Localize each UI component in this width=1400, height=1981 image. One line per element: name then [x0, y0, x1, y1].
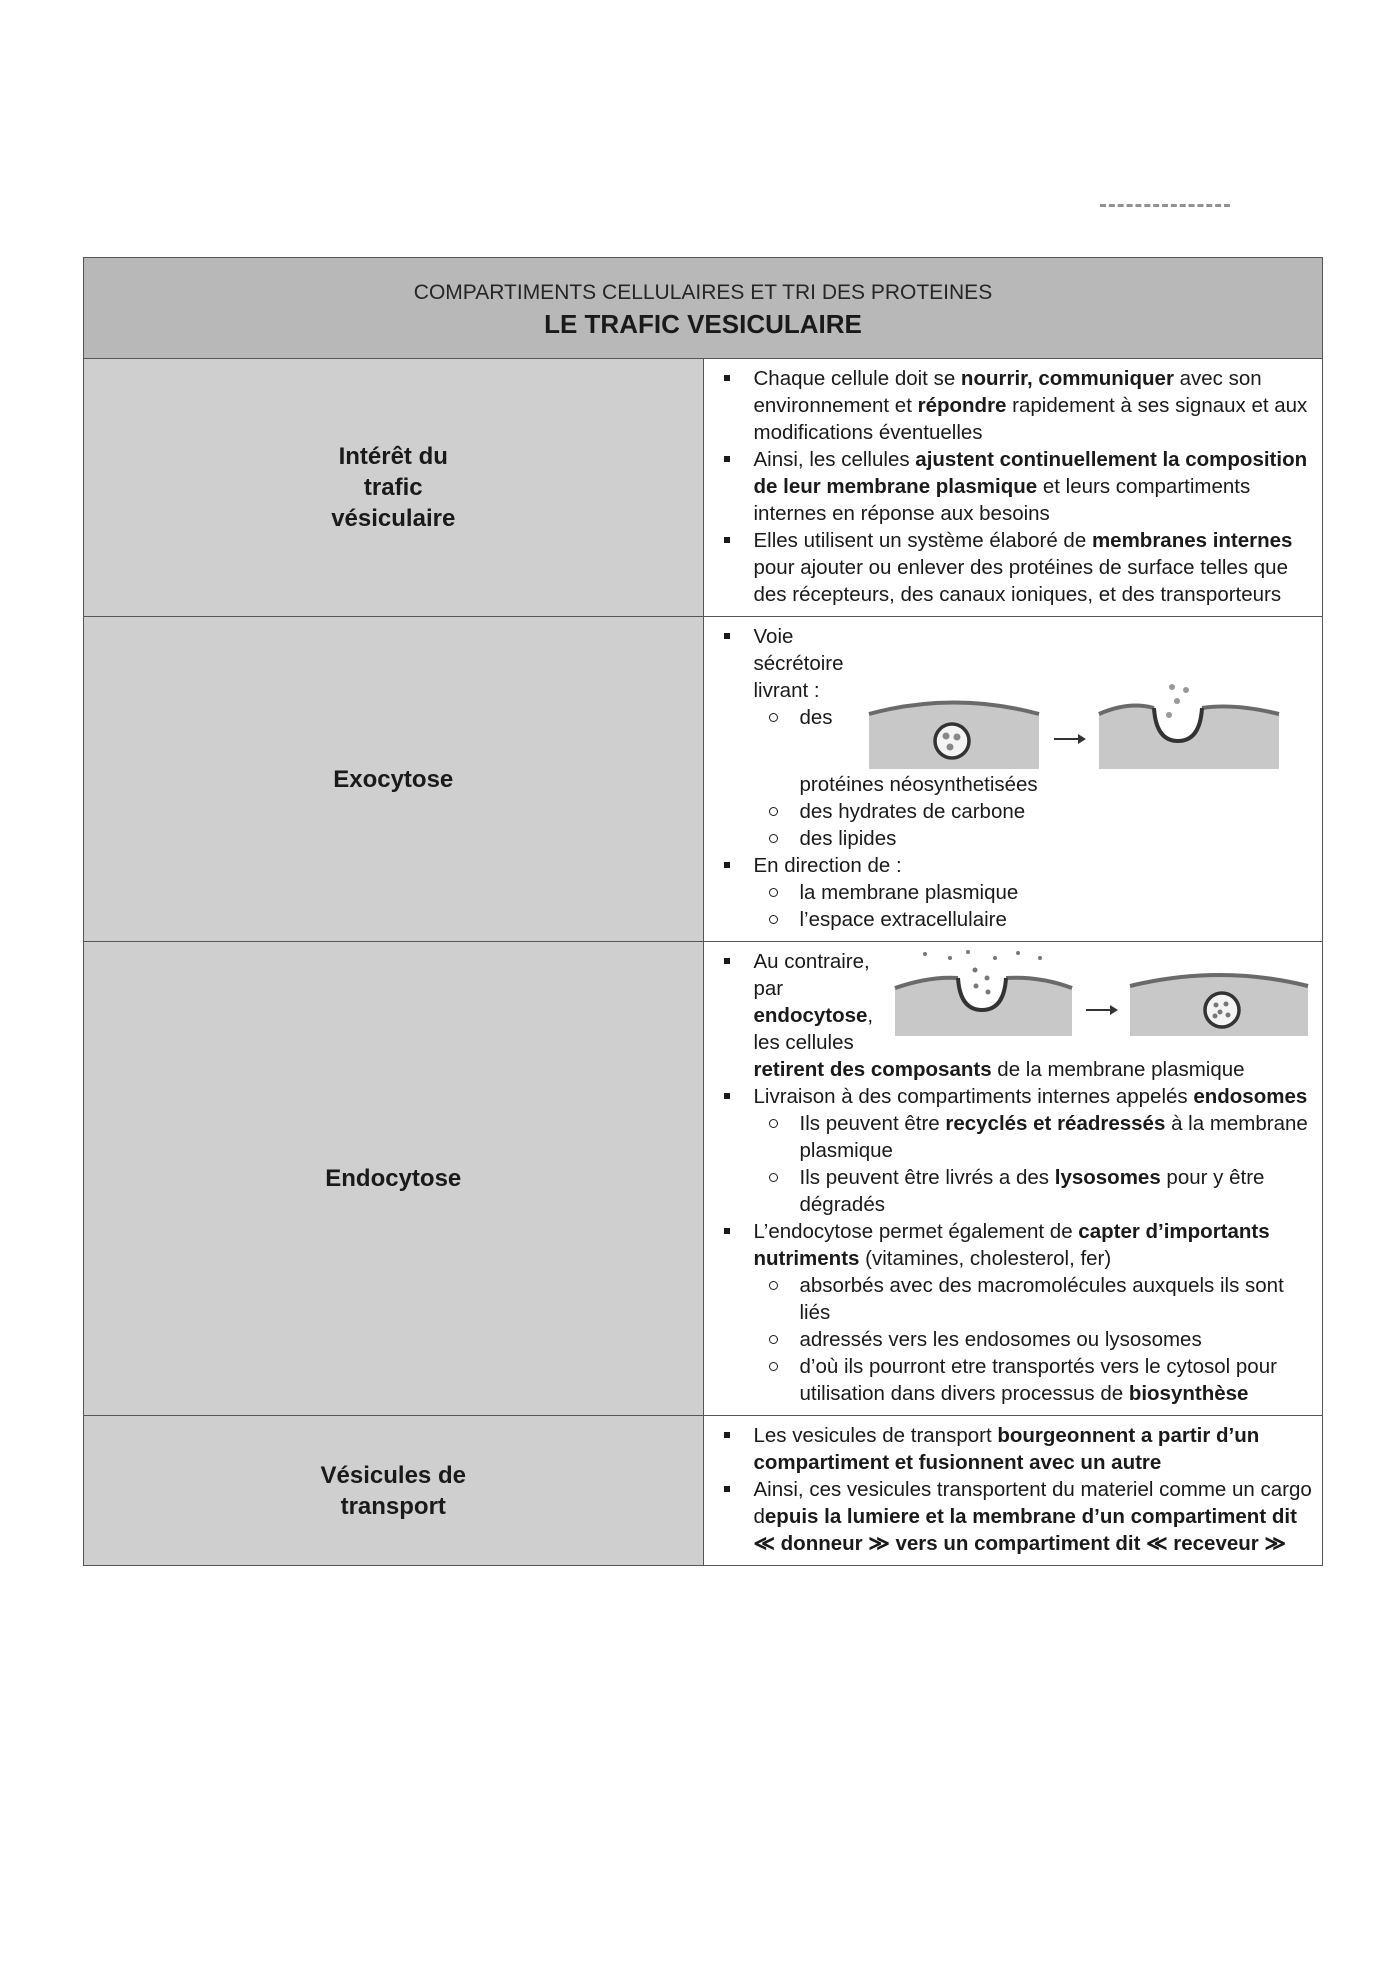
text-run: de la membrane plasmique	[991, 1058, 1245, 1081]
text-run: membranes internes	[1091, 529, 1293, 552]
text-run: Ainsi, ces vesicules transportent du materiel comme un cargo d	[753, 1478, 1312, 1528]
text-run: avec son environnement et	[753, 367, 1262, 417]
row-content	[703, 617, 1323, 942]
row-content	[703, 359, 1323, 617]
sub-bullet-item	[716, 704, 1315, 798]
sub-bullet-item	[716, 1353, 1315, 1407]
text-run: absorbés avec des macromolécules auxquels ils sont liés	[799, 1274, 1284, 1324]
bullet-list	[716, 948, 1315, 1407]
sub-bullet-item	[716, 825, 1315, 852]
text-run: l’espace extracellulaire	[799, 908, 1007, 931]
text-run: endosomes	[1193, 1085, 1308, 1108]
text-run: répondre	[917, 394, 1007, 417]
text-run: à la membrane plasmique	[799, 1112, 1308, 1162]
bullet-item	[716, 623, 1315, 704]
row-content	[703, 1416, 1323, 1566]
bullet-item	[716, 1422, 1315, 1476]
bullet-item	[716, 852, 1315, 879]
bullet-list	[716, 623, 1315, 933]
text-run: retirent des composants	[753, 1058, 992, 1081]
text-run: Livraison à des compartiments internes appelés	[753, 1085, 1194, 1108]
bullet-item	[716, 527, 1315, 608]
bullet-item	[716, 948, 1315, 1083]
text-run: et leurs compartiments internes en réponse aux besoins	[753, 475, 1251, 525]
text-run: pour y être dégradés	[799, 1166, 1265, 1216]
header-subtitle: COMPARTIMENTS CELLULAIRES ET TRI DES PROTEINES	[413, 280, 993, 304]
summary-table	[83, 257, 1323, 1566]
row-label-line: transport	[340, 1492, 446, 1520]
text-run: Ils peuvent être livrés a des	[799, 1166, 1055, 1189]
row-label	[84, 942, 704, 1416]
text-run: pour ajouter ou enlever des protéines de surface telles que des récepteurs, des canaux ioniques, et des transporteurs	[753, 556, 1288, 606]
row-content	[703, 942, 1323, 1416]
text-run: capter d’importants nutriments	[753, 1220, 1270, 1270]
text-run: endocytose	[753, 1004, 868, 1027]
text-run: Chaque cellule doit se	[753, 367, 961, 390]
text-run: recyclés et réadressés	[945, 1112, 1166, 1135]
text-run: nourrir, communiquer	[960, 367, 1174, 390]
bullet-list	[716, 365, 1315, 608]
bullet-item	[716, 1218, 1315, 1272]
header-title: LE TRAFIC VESICULAIRE	[544, 308, 862, 339]
page-header-mark	[1100, 204, 1230, 221]
row-label-line: Exocytose	[333, 765, 454, 793]
text-run: Au contraire, par	[753, 950, 870, 1000]
text-run: bourgeonnent a partir d’un compartiment et fusionnent avec un autre	[753, 1424, 1260, 1474]
sub-bullet-item	[716, 1326, 1315, 1353]
bullet-list	[716, 1422, 1315, 1557]
row-label-line: trafic	[363, 474, 423, 501]
bullet-item	[716, 1476, 1315, 1557]
text-run: biosynthèse	[1128, 1382, 1249, 1405]
text-run: , les cellules	[753, 1004, 874, 1054]
row-label	[84, 359, 704, 617]
table-row	[84, 942, 1323, 1416]
sub-bullet-item	[716, 906, 1315, 933]
bullet-item	[716, 365, 1315, 446]
row-label	[84, 1416, 704, 1566]
sub-bullet-list	[716, 1110, 1315, 1218]
text-run: la membrane plasmique	[799, 881, 1019, 904]
text-run: Ils peuvent être	[799, 1112, 946, 1135]
sub-bullet-item	[716, 1272, 1315, 1326]
row-label-line: Endocytose	[325, 1165, 462, 1192]
text-run: des lipides	[799, 827, 897, 850]
sub-bullet-item	[716, 1164, 1315, 1218]
text-run: d’où ils pourront etre transportés vers le cytosol pour utilisation dans divers processus de	[799, 1355, 1277, 1405]
row-label-line: Intérêt du	[338, 443, 448, 470]
sub-bullet-item	[716, 798, 1315, 825]
bullet-item	[716, 1083, 1315, 1110]
text-run: Elles utilisent un système élaboré de	[753, 529, 1092, 552]
sub-bullet-list	[716, 879, 1315, 933]
text-run: des protéines néosynthetisées	[799, 706, 1038, 796]
text-run: ajustent continuellement la composition de leur membrane plasmique	[753, 448, 1308, 498]
table-row	[84, 1416, 1323, 1566]
table-row	[84, 617, 1323, 942]
text-run: Voie sécrétoire livrant :	[753, 625, 844, 702]
text-run: lysosomes	[1054, 1166, 1161, 1189]
text-run: rapidement à ses signaux et aux modifications éventuelles	[753, 394, 1308, 444]
row-label-line: Vésicules de	[320, 1461, 466, 1489]
sub-bullet-list	[716, 704, 1315, 852]
bullet-item	[716, 446, 1315, 527]
text-run: adressés vers les endosomes ou lysosomes	[799, 1328, 1202, 1351]
text-run: (vitamines, cholesterol, fer)	[859, 1247, 1112, 1270]
text-run: En direction de :	[753, 854, 902, 877]
table-header	[84, 258, 1323, 359]
row-label-line: vésiculaire	[331, 505, 456, 532]
text-run: epuis la lumiere et la membrane d’un compartiment dit ≪ donneur ≫ vers un compartiment dit ≪ receveur ≫	[753, 1505, 1297, 1555]
sub-bullet-item	[716, 1110, 1315, 1164]
text-run: Les vesicules de transport	[753, 1424, 998, 1447]
text-run: des hydrates de carbone	[799, 800, 1026, 823]
table-row	[84, 359, 1323, 617]
sub-bullet-list	[716, 1272, 1315, 1407]
row-label	[84, 617, 704, 942]
text-run: L’endocytose permet également de	[753, 1220, 1079, 1243]
text-run: Ainsi, les cellules	[753, 448, 916, 471]
sub-bullet-item	[716, 879, 1315, 906]
